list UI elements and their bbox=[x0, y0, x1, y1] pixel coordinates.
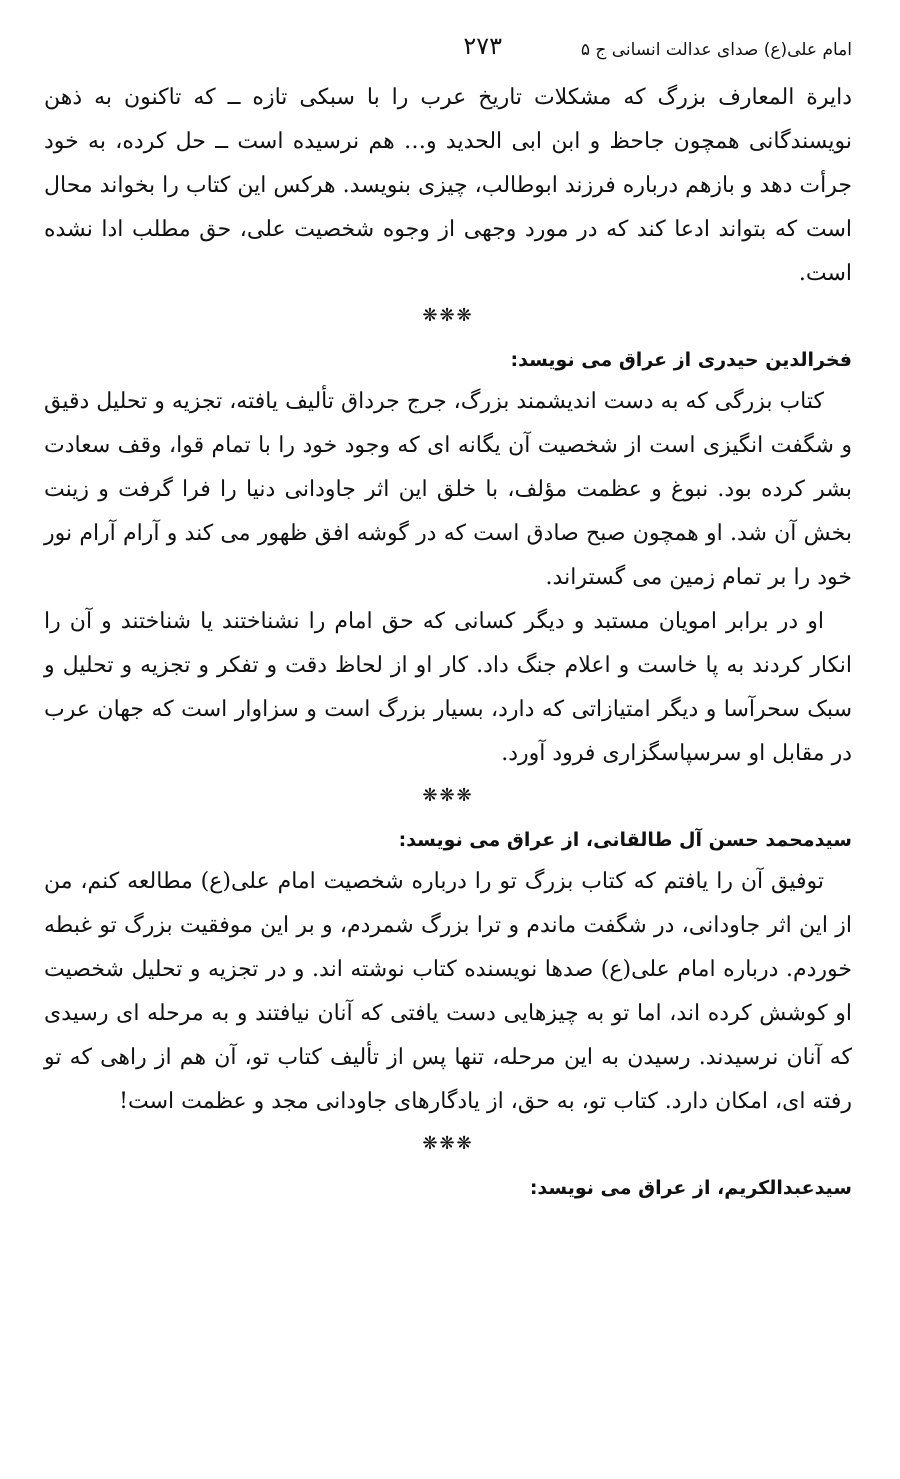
author-heading: فخرالدین حیدری از عراق می نویسد: bbox=[510, 349, 852, 371]
author-heading: سیدمحمد حسن آل طالقانی، از عراق می نویسد: bbox=[398, 829, 852, 851]
section-separator: ❋❋❋ bbox=[422, 785, 474, 806]
book-page bbox=[44, 30, 852, 1208]
section-separator: ❋❋❋ bbox=[422, 305, 474, 326]
section-separator: ❋❋❋ bbox=[422, 1133, 474, 1154]
running-title: امام علی(ع) صدای عدالت انسانی ج ۵ bbox=[580, 40, 852, 60]
body-paragraph: او در برابر امویان مستبد و دیگر کسانی که حق امام را نشناختند یا شناختند و آن را انکار کردند به پا خاست و اعلام جنگ داد. کار او از لحاظ دقت و تفکر و تجزیه و تحلیل و سبک سحرآسا و دیگر امتیازاتی که دارد، بسیار بزرگ است و سزاوار است که جهان عرب در مقابل او سرسپاسگزاری فرود آورد. bbox=[44, 609, 852, 766]
body-paragraph: کتاب بزرگی که به دست اندیشمند بزرگ، جرج جرداق تألیف یافته، تجزیه و تحلیل دقیق و شگفت انگیزی است از شخصیت آن یگانه ای که وجود خود را با تمام قوا، وقف سعادت بشر کرده بود. نبوغ و عظمت مؤلف، با خلق این اثر جاودانی دنیا را فرا گرفت و زینت بخش آن شد. او همچون صبح صادق است که در گوشه افق ظهور می کند و آرام آرام نور خود را بر تمام زمین می گستراند. bbox=[44, 389, 852, 590]
page-header bbox=[44, 30, 852, 76]
page-number: ۲۷۳ bbox=[463, 32, 502, 60]
author-heading: سیدعبدالکریم، از عراق می نویسد: bbox=[529, 1177, 852, 1199]
body-paragraph: توفیق آن را یافتم که کتاب بزرگ تو را درباره شخصیت امام علی(ع) مطالعه کنم، من از این اثر جاودانی، در شگفت ماندم و ترا بزرگ شمردم، و بر این موفقیت بزرگ تو غبطه خوردم. درباره امام علی(ع) صدها نویسنده کتاب نوشته اند. و در تجزیه و تحلیل شخصیت او کوشش کرده اند، اما تو به چیزهایی دست یافتی که آنان نیافتند و به مرحله ای رسیدی که آنان نرسیدند. رسیدن به این مرحله، تنها پس از تألیف کتاب تو، آن هم از راهی که تو رفته ای، امکان دارد. کتاب تو، به حق، از یادگارهای جاودانی مجد و عظمت است! bbox=[44, 869, 852, 1114]
body-paragraph: دایرة المعارف بزرگ که مشکلات تاریخ عرب را با سبکی تازه ــ که تاکنون به ذهن نویسندگانی همچون جاحظ و ابن ابی الحدید و… هم نرسیده است ــ حل کرده، به خود جرأت دهد و بازهم درباره فرزند ابوطالب، چیزی بنویسد. هرکس این کتاب را بخواند محال است که بتواند ادعا کند که در مورد وجهی از وجوه شخصیت علی، حق مطلب ادا نشده است. bbox=[44, 85, 852, 286]
